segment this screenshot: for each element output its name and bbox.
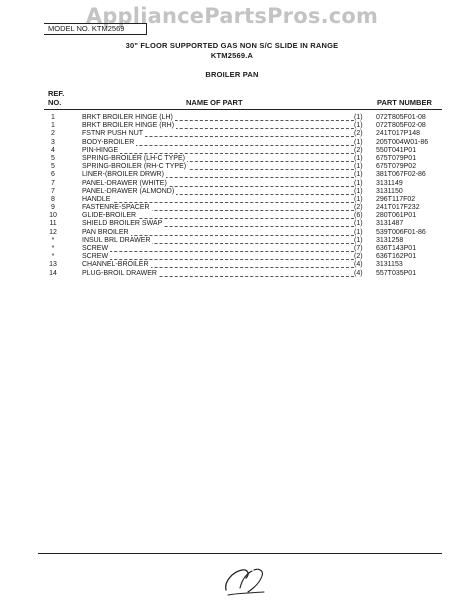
part-row — [0, 212, 464, 220]
part-name: FSTNR PUSH NUT — [82, 130, 144, 138]
part-row — [0, 130, 464, 138]
part-row — [0, 147, 464, 155]
part-name: CHANNEL-BROILER — [82, 261, 149, 269]
part-row — [0, 253, 464, 261]
part-qty: (2) — [354, 204, 363, 212]
part-number: 205T004W01-86 — [376, 138, 429, 146]
part-ref: 14 — [49, 269, 57, 277]
part-name: FASTENRE-SPACER — [82, 204, 150, 212]
part-name: SHIELD BROILER SWAP — [82, 220, 163, 228]
part-number: 3131153 — [376, 261, 403, 269]
part-qty: (2) — [354, 146, 363, 154]
part-row — [0, 163, 464, 171]
part-qty: (1) — [354, 122, 363, 130]
model-number-box: MODEL NO. KTM2569 — [44, 23, 147, 35]
part-ref: 5 — [51, 163, 55, 171]
leader-line — [84, 255, 354, 260]
ref-column-header — [48, 89, 64, 107]
leader-line — [82, 146, 354, 154]
part-number: 550T041P01 — [376, 146, 417, 154]
part-number: 072T805F02-08 — [376, 122, 426, 130]
page-title: 30" FLOOR SUPPORTED GAS NON S/C SLIDE IN RANGE — [125, 41, 339, 50]
part-ref: 6 — [51, 171, 55, 179]
part-row — [0, 122, 464, 130]
part-number: 072T805F01-08 — [376, 114, 426, 121]
part-name: HANDLE — [82, 195, 111, 203]
part-ref: 8 — [51, 195, 55, 203]
part-qty: (1) — [354, 171, 363, 179]
part-ref: 7 — [51, 187, 55, 195]
part-row — [0, 270, 464, 278]
part-number-column-header: PART NUMBER — [377, 98, 432, 107]
part-qty: (6) — [354, 212, 363, 220]
part-number: 381T067F02-86 — [376, 171, 426, 179]
part-number: 636T162P01 — [376, 253, 417, 261]
part-ref: 9 — [51, 204, 55, 212]
part-row — [0, 188, 464, 196]
part-number: 241T017P148 — [376, 130, 420, 138]
part-number: 636T143P01 — [376, 245, 417, 252]
part-number: 3131150 — [376, 187, 403, 195]
part-row — [0, 139, 464, 147]
model-number: KTM2569.A — [210, 51, 254, 60]
part-row — [0, 180, 464, 188]
part-qty: (2) — [354, 253, 363, 261]
part-row — [0, 204, 464, 212]
part-qty: (1) — [354, 187, 363, 195]
part-qty: (4) — [354, 269, 363, 277]
leader-line — [84, 247, 354, 252]
part-qty: (1) — [354, 195, 363, 203]
parts-list — [0, 114, 464, 278]
part-ref: * — [51, 245, 55, 252]
part-qty: (7) — [354, 245, 363, 252]
part-name: SCREW — [82, 253, 109, 261]
part-ref: 13 — [49, 261, 57, 269]
name-column-header: NAME OF PART — [186, 98, 243, 107]
part-number: 3131149 — [376, 179, 403, 187]
part-name: GLIDE-BROILER — [82, 212, 137, 220]
part-qty: (4) — [354, 261, 363, 269]
watermark: AppliancePartsPros.com — [85, 4, 379, 28]
part-number: 241T017F232 — [376, 204, 420, 212]
part-ref: 1 — [51, 114, 55, 121]
part-ref: 10 — [49, 212, 57, 220]
section-title: BROILER PAN — [205, 70, 259, 79]
part-qty: (1) — [354, 236, 363, 244]
part-ref: 3 — [51, 138, 55, 146]
part-name: BRKT BROILER HINGE (RH) — [82, 122, 175, 130]
part-ref: 7 — [51, 179, 55, 187]
part-name: BRKT BROILER HINGE (LH) — [82, 114, 173, 121]
part-qty: (1) — [354, 179, 363, 187]
part-ref: 11 — [49, 220, 57, 228]
part-name: PLUG-BROIL DRAWER — [82, 269, 157, 277]
part-qty: (1) — [354, 220, 363, 228]
part-name: INSUL BRL DRAWER — [82, 236, 151, 244]
part-ref: * — [51, 236, 55, 244]
part-qty: (1) — [354, 154, 363, 162]
part-row — [0, 229, 464, 237]
part-row — [0, 114, 464, 122]
part-ref: 12 — [49, 228, 57, 236]
part-name: SPRING-BROILER (RH-C TYPE) — [82, 163, 187, 171]
part-ref: 1 — [51, 122, 55, 130]
leader-line — [82, 195, 354, 203]
part-number: 280T061P01 — [376, 212, 417, 220]
part-ref: 4 — [51, 146, 55, 154]
header-divider — [44, 109, 442, 110]
part-number: 675T079P01 — [376, 154, 417, 162]
part-row — [0, 261, 464, 269]
part-row — [0, 237, 464, 245]
part-row — [0, 196, 464, 204]
ref-header-line1: REF. — [48, 89, 65, 98]
part-number: 675T079P02 — [376, 163, 417, 171]
part-qty: (1) — [354, 138, 363, 146]
footer-divider — [38, 553, 442, 554]
part-row — [0, 220, 464, 228]
part-number: 539T006F01-86 — [376, 228, 426, 236]
part-qty: (1) — [354, 163, 363, 171]
part-number: 557T035P01 — [376, 269, 417, 277]
part-name: SPRING-BROILER (LH-C TYPE) — [82, 154, 185, 162]
part-qty: (1) — [354, 228, 363, 236]
part-ref: 5 — [51, 154, 55, 162]
part-row — [0, 155, 464, 163]
part-number: 296T117F02 — [376, 195, 416, 203]
part-name: PIN-HINGE — [82, 146, 119, 154]
part-name: BODY-BROILER — [82, 138, 135, 146]
part-ref: * — [51, 253, 55, 261]
part-name: PANEL-DRAWER (WHITE) — [82, 179, 167, 187]
part-name: PANEL-DRAWER (ALMOND) — [82, 187, 175, 195]
part-qty: (1) — [354, 114, 363, 121]
ref-header-line2: NO. — [48, 98, 62, 107]
part-number: 3131487 — [376, 220, 404, 228]
part-ref: 2 — [51, 130, 55, 138]
part-row — [0, 245, 464, 253]
part-name: SCREW — [82, 245, 109, 252]
part-row — [0, 171, 464, 179]
handwritten-mark — [218, 562, 272, 598]
part-qty: (2) — [354, 130, 363, 138]
part-name: PAN BROILER — [82, 228, 129, 236]
part-number: 3131258 — [376, 236, 404, 244]
part-name: LINER-(BROILER DRWR) — [82, 171, 164, 179]
